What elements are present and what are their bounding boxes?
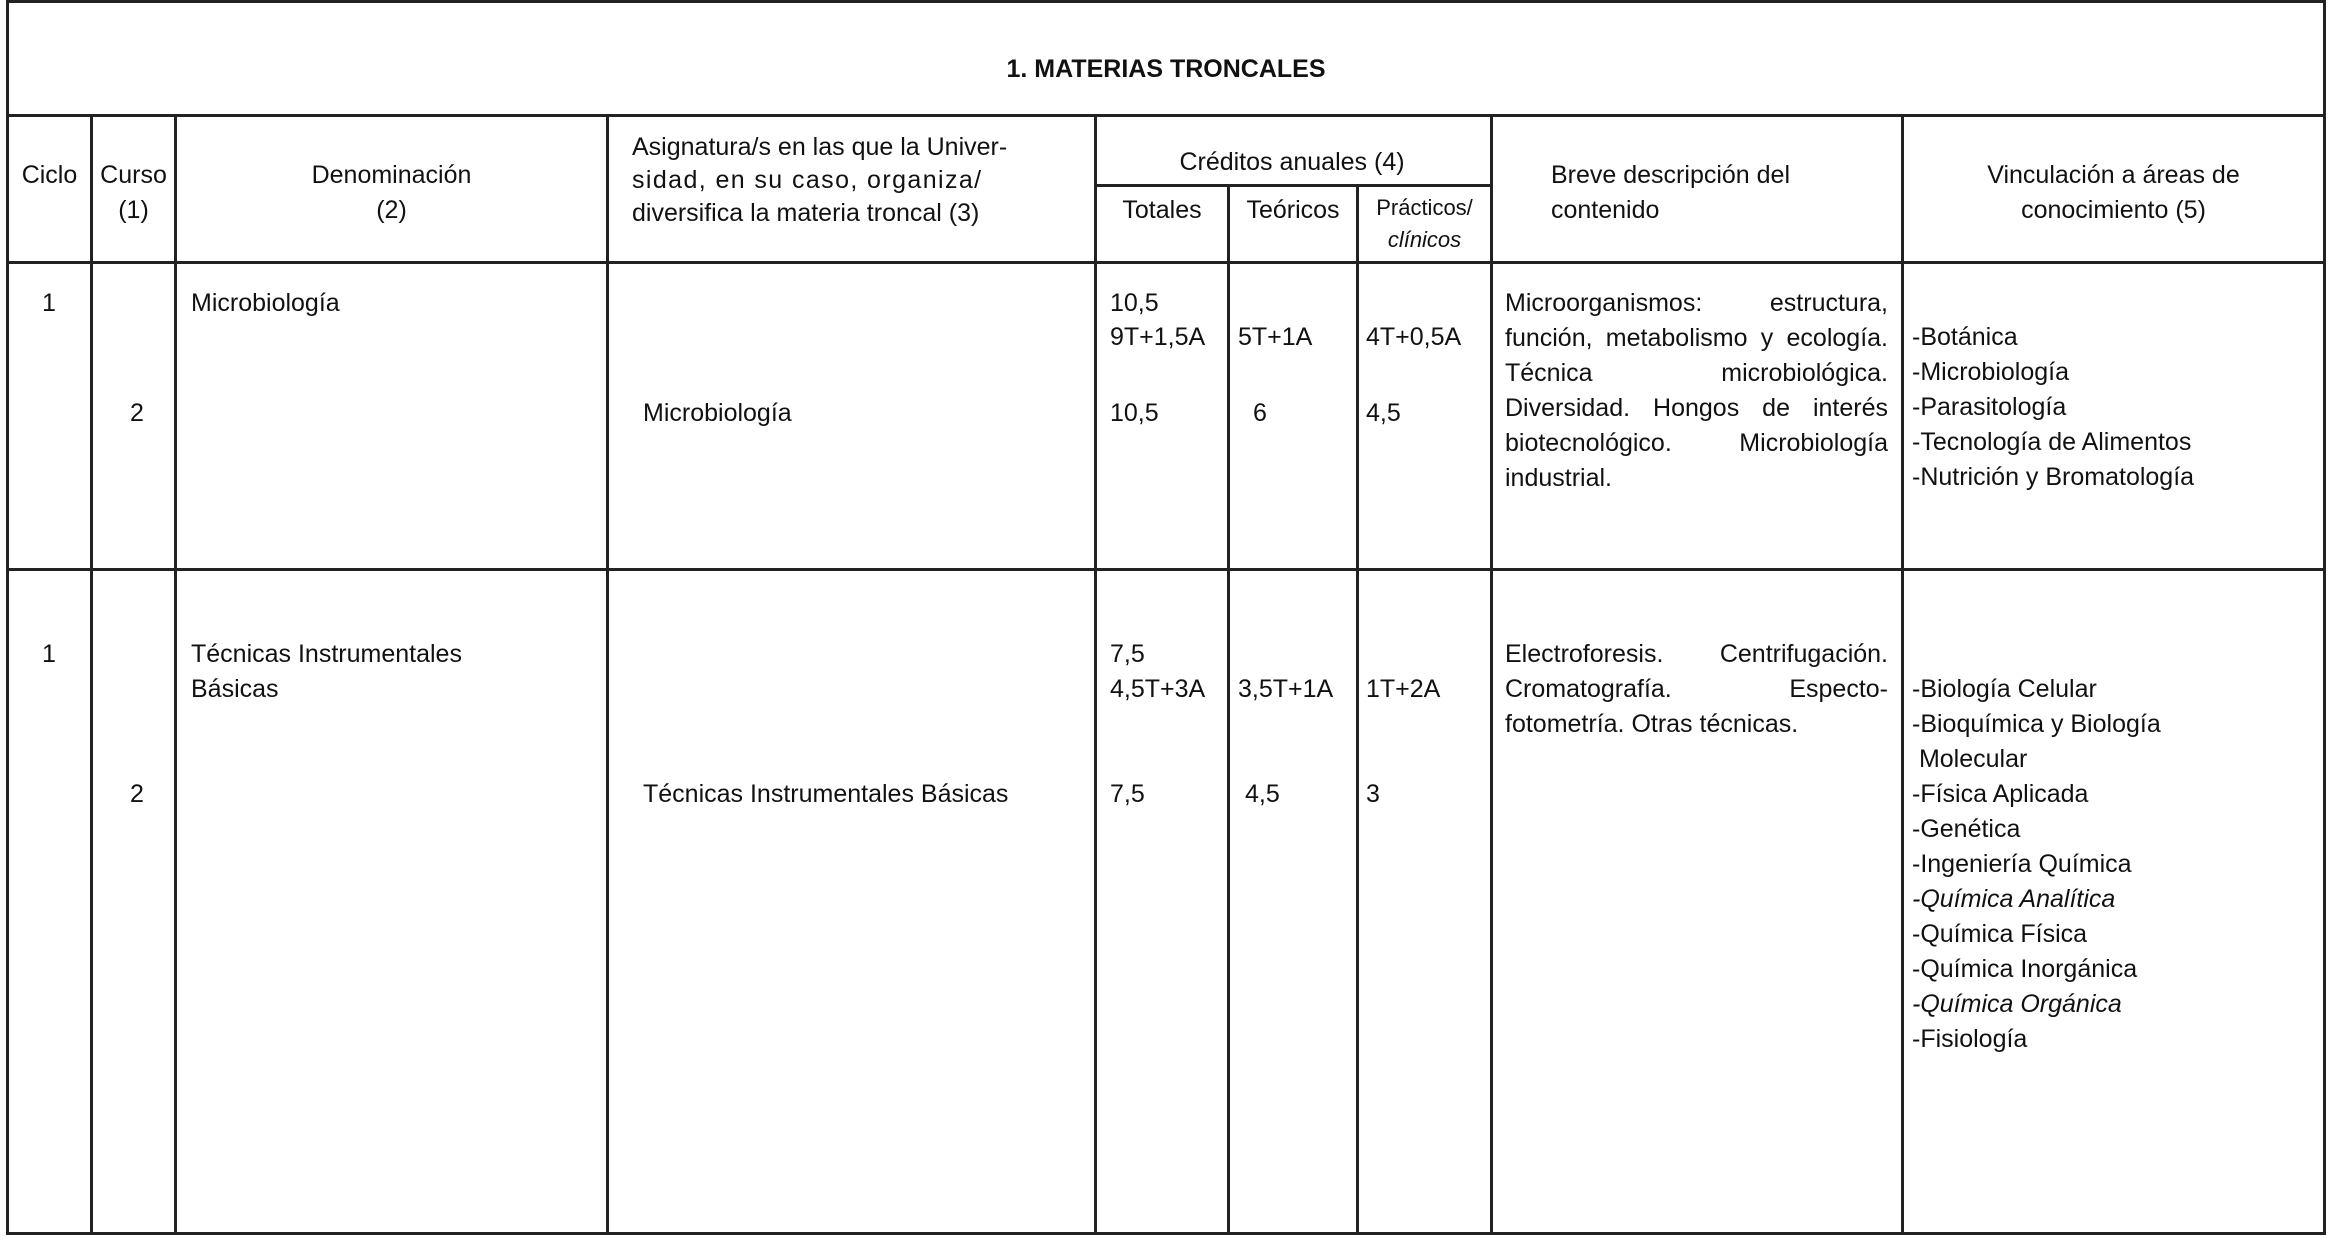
column-divider-descripcion [1901, 114, 1904, 1235]
row-areas-list [1912, 320, 2194, 495]
header-descripcion-line-2: contenido [1551, 196, 1660, 224]
area-item: -Ingeniería Química [1912, 850, 2132, 878]
row-practicos-breakdown: 1T+2A [1366, 675, 1441, 703]
row-denominacion-line-2: Básicas [191, 675, 279, 703]
row-totales-asignatura: 10,5 [1110, 399, 1159, 427]
row-totales: 10,5 [1110, 289, 1159, 317]
area-item: -Nutrición y Bromatología [1912, 463, 2195, 491]
header-totales: Totales [1122, 196, 1202, 224]
header-creditos-anuales: Créditos anuales (4) [1179, 148, 1405, 176]
area-item: -Biología Celular [1912, 675, 2097, 703]
row-areas-list [1912, 672, 2161, 1057]
area-item: -Parasitología [1912, 393, 2067, 421]
row-descripcion: Electroforesis. Centrifugación. Cromatografía. Especto-fotometría. Otras técnicas. [1505, 640, 1888, 738]
column-divider-totales [1227, 184, 1230, 1235]
area-item: Molecular [1912, 745, 2028, 773]
table-border-top [6, 0, 2326, 3]
row-teoricos-asignatura: 4,5 [1245, 780, 1280, 808]
area-item: -Química Analítica [1912, 885, 2116, 913]
header-teoricos: Teóricos [1246, 196, 1340, 224]
column-divider-curso [174, 114, 177, 1235]
area-item: -Química Inorgánica [1912, 955, 2138, 983]
row-denominacion: Microbiología [191, 289, 340, 317]
header-vinculacion: Vinculación a áreas de [1987, 161, 2240, 189]
column-divider-teoricos [1356, 184, 1359, 1235]
area-item: -Química Física [1912, 920, 2088, 948]
creditos-subheader-divider [1094, 184, 1490, 187]
area-item: -Tecnología de Alimentos [1912, 428, 2192, 456]
header-curso: Curso [100, 161, 167, 189]
area-item: -Genética [1912, 815, 2021, 843]
row-asignatura: Técnicas Instrumentales Básicas [643, 780, 1009, 808]
header-ciclo: Ciclo [21, 161, 78, 189]
row-totales-breakdown: 9T+1,5A [1110, 323, 1206, 351]
header-asignatura-line-1: Asignatura/s en las que la Univer- [632, 133, 1008, 161]
row-teoricos-breakdown: 3,5T+1A [1238, 675, 1334, 703]
header-clinicos: clínicos [1387, 227, 1462, 252]
row-teoricos-breakdown: 5T+1A [1238, 323, 1313, 351]
header-denominacion: Denominación [311, 161, 472, 189]
header-denominacion-note: (2) [376, 196, 407, 224]
title-row-divider [6, 114, 2326, 117]
materias-troncales-table [6, 0, 2326, 1235]
column-divider-ciclo [90, 114, 93, 1235]
row-ciclo: 1 [42, 640, 56, 668]
row-totales-asignatura: 7,5 [1110, 780, 1145, 808]
header-asignatura-line-2: sidad, en su caso, organiza/ [632, 166, 983, 194]
header-vinculacion-line-2: conocimiento (5) [2021, 196, 2206, 224]
column-divider-denominacion [606, 114, 609, 1235]
row-divider [6, 568, 2326, 571]
row-totales-breakdown: 4,5T+3A [1110, 675, 1206, 703]
area-item: -Fisiología [1912, 1025, 2028, 1053]
row-practicos-asignatura: 4,5 [1366, 399, 1401, 427]
table-border-bottom [6, 1232, 2326, 1235]
area-item: -Botánica [1912, 323, 2018, 351]
area-item: -Microbiología [1912, 358, 2070, 386]
row-descripcion: Microorganismos: estructura, función, metabolismo y ecología. Técnica microbiológica. Diversidad. Hongos de interés biotecnológico. Microbiología industrial. [1505, 289, 1888, 492]
row-totales: 7,5 [1110, 640, 1145, 668]
row-ciclo: 1 [42, 289, 56, 317]
table-title: 1. MATERIAS TRONCALES [1006, 55, 1326, 83]
row-practicos-breakdown: 4T+0,5A [1366, 323, 1462, 351]
row-curso: 2 [130, 780, 144, 808]
header-practicos: Prácticos/ [1376, 195, 1473, 220]
row-denominacion: Técnicas Instrumentales [191, 640, 462, 668]
header-asignatura-line-3: diversifica la materia troncal (3) [632, 199, 980, 227]
area-item: -Física Aplicada [1912, 780, 2089, 808]
column-divider-asignatura [1094, 114, 1097, 1235]
area-item: -Química Orgánica [1912, 990, 2122, 1018]
header-descripcion: Breve descripción del [1551, 161, 1791, 189]
area-item: -Bioquímica y Biología [1912, 710, 2161, 738]
header-curso-note: (1) [118, 196, 149, 224]
row-practicos-asignatura: 3 [1366, 780, 1380, 808]
row-teoricos-asignatura: 6 [1253, 399, 1267, 427]
row-curso: 2 [130, 399, 144, 427]
column-divider-practicos [1490, 114, 1493, 1235]
row-asignatura: Microbiología [643, 399, 792, 427]
header-divider [6, 261, 2326, 264]
